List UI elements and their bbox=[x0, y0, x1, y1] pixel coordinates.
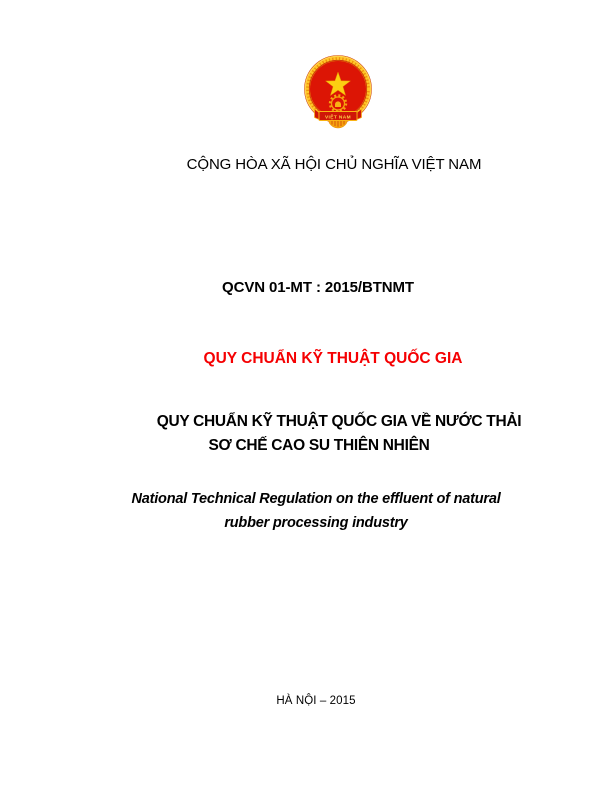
vietnam-national-emblem-icon bbox=[302, 55, 374, 129]
place-year: HÀ NỘI – 2015 bbox=[276, 695, 356, 707]
title-vietnamese-line2: SƠ CHẾ CAO SU THIÊN NHIÊN bbox=[208, 437, 430, 454]
regulation-code: QCVN 01-MT : 2015/BTNMT bbox=[222, 279, 414, 296]
title-english-line1: National Technical Regulation on the effluent of natural bbox=[131, 491, 501, 507]
title-vietnamese-line1: QUY CHUẨN KỸ THUẬT QUỐC GIA VỀ NƯỚC THẢI bbox=[156, 413, 522, 430]
national-motto: CỘNG HÒA XÃ HỘI CHỦ NGHĨA VIỆT NAM bbox=[186, 156, 482, 173]
emblem-banner-text: VIỆT NAM bbox=[324, 115, 352, 121]
regulation-heading-red: QUY CHUẨN KỸ THUẬT QUỐC GIA bbox=[203, 350, 463, 367]
title-english-line2: rubber processing industry bbox=[224, 515, 408, 531]
